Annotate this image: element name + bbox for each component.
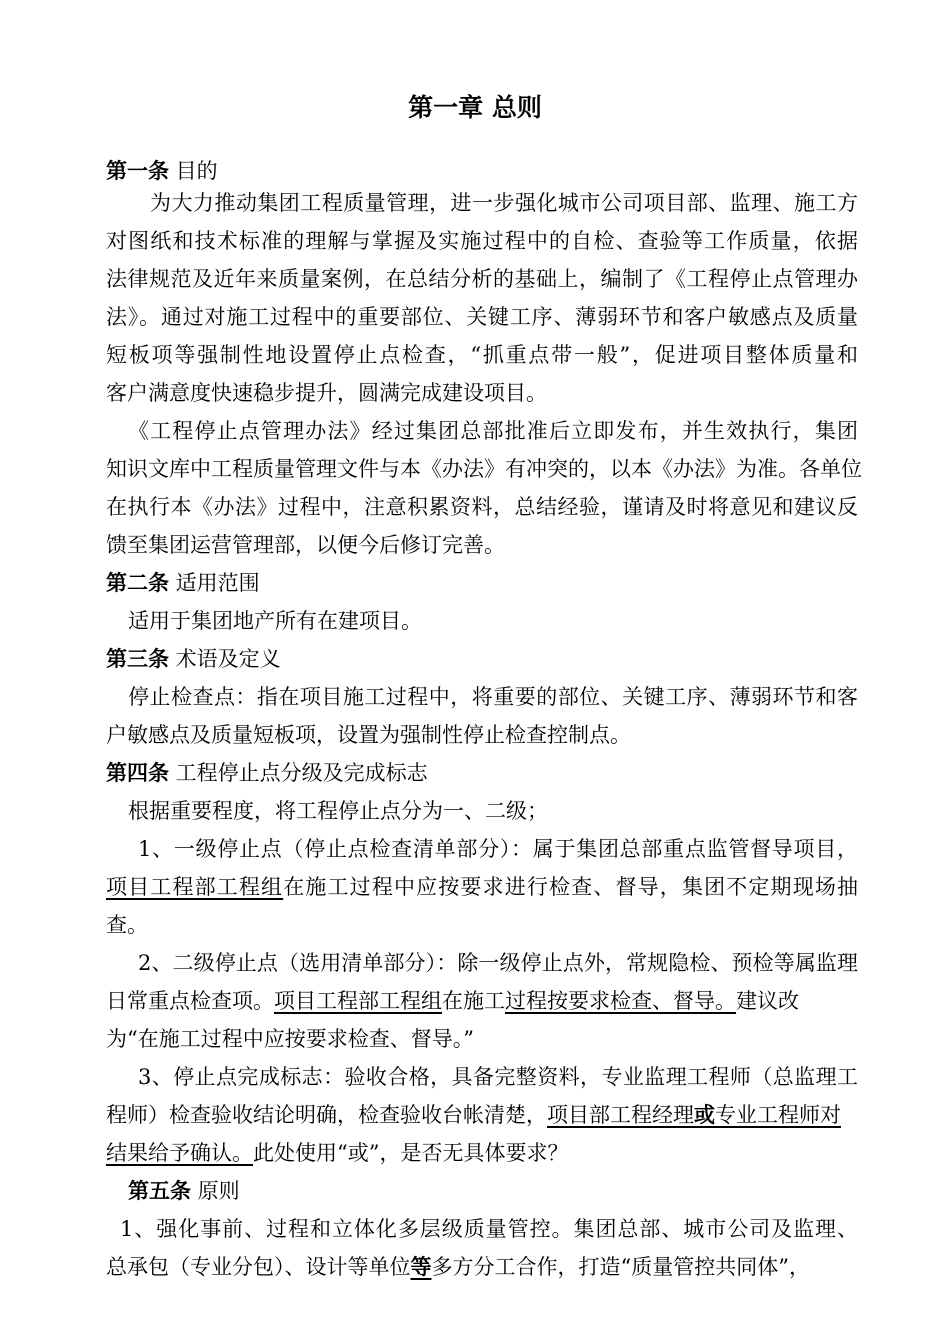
article-5-heading — [128, 1176, 240, 1206]
underlined-text: 过程按要求检查、督导。 — [505, 989, 736, 1013]
article-number: 第二条 — [106, 571, 169, 595]
underlined-text: 项目工程部工程组 — [106, 875, 284, 899]
paragraph-line: 对图纸和技术标准的理解与掌握及实施过程中的自检、查验等工作质量，依据 — [106, 229, 858, 253]
underlined-bold-text: 等 — [410, 1255, 432, 1279]
paragraph-line — [106, 872, 858, 902]
chapter-title: 第一章 总则 — [408, 93, 542, 122]
paragraph-line — [106, 1100, 841, 1130]
paragraph-line: 《工程停止点管理办法》经过集团总部批准后立即发布，并生效执行，集团 — [128, 419, 858, 443]
underlined-text: 项目工程部工程组 — [274, 989, 442, 1013]
article-title: 适用范围 — [169, 571, 260, 595]
paragraph-line: 知识文库中工程质量管理文件与本《办法》有冲突的，以本《办法》为准。各单位 — [106, 457, 862, 481]
underlined-bold-text: 或 — [694, 1103, 715, 1127]
text-span: 在施工 — [442, 989, 505, 1013]
article-number: 第三条 — [106, 647, 169, 671]
paragraph-line: 馈至集团运营管理部，以便今后修订完善。 — [106, 533, 505, 557]
paragraph-line: 查。 — [106, 913, 148, 937]
comment-line: 为“在施工过程中应按要求检查、督导。” — [106, 1027, 474, 1051]
text-span: 总承包（专业分包）、设计等单位 — [106, 1255, 411, 1279]
article-title: 术语及定义 — [169, 647, 281, 671]
article-2-heading — [106, 568, 260, 598]
article-3-heading — [106, 644, 281, 674]
paragraph-line — [106, 1138, 568, 1168]
paragraph-line: 停止检查点：指在项目施工过程中，将重要的部位、关键工序、薄弱环节和客 — [128, 685, 858, 709]
text-span: 日常重点检查项。 — [106, 989, 274, 1013]
paragraph-line: 短板项等强制性地设置停止点检查，“抓重点带一般”，促进项目整体质量和 — [106, 343, 858, 367]
article-title: 工程停止点分级及完成标志 — [169, 761, 428, 785]
article-number: 第五条 — [128, 1179, 191, 1203]
paragraph-line: 1、强化事前、过程和立体化多层级质量管控。集团总部、城市公司及监理、 — [120, 1217, 858, 1241]
article-title: 原则 — [191, 1179, 240, 1203]
underlined-text: 结果给予确认。 — [106, 1141, 253, 1165]
text-span: 程师）检查验收结论明确，检查验收台帐清楚， — [106, 1103, 547, 1127]
article-4-heading — [106, 758, 428, 788]
underlined-text: 专业工程师对 — [715, 1103, 841, 1127]
article-title: 目的 — [169, 159, 218, 183]
comment-text: 建议改 — [736, 989, 799, 1013]
paragraph-line: 1、一级停止点（停止点检查清单部分）：属于集团总部重点监管督导项目， — [138, 837, 858, 861]
paragraph-line: 法律规范及近年来质量案例，在总结分析的基础上，编制了《工程停止点管理办 — [106, 267, 858, 291]
paragraph-line: 适用于集团地产所有在建项目。 — [128, 609, 422, 633]
paragraph-line: 根据重要程度，将工程停止点分为一、二级； — [128, 799, 548, 823]
paragraph-line: 户敏感点及质量短板项，设置为强制性停止检查控制点。 — [106, 723, 631, 747]
paragraph-line — [106, 1252, 810, 1282]
underlined-text: 项目部工程经理 — [547, 1103, 694, 1127]
article-number: 第一条 — [106, 159, 169, 183]
paragraph-line: 法》。通过对施工过程中的重要部位、关键工序、薄弱环节和客户敏感点及质量 — [106, 305, 858, 329]
paragraph-line: 在执行本《办法》过程中，注意积累资料，总结经验，谨请及时将意见和建议反 — [106, 495, 858, 519]
text-span: 多方分工合作，打造“质量管控共同体”， — [431, 1255, 810, 1279]
text-span: 在施工过程中应按要求进行检查、督导，集团不定期现场抽 — [283, 875, 859, 899]
paragraph-line: 为大力推动集团工程质量管理，进一步强化城市公司项目部、监理、施工方 — [150, 191, 858, 215]
comment-text: 此处使用“或”，是否无具体要求？ — [253, 1141, 569, 1165]
paragraph-line: 2、二级停止点（选用清单部分）：除一级停止点外，常规隐检、预检等属监理 — [138, 951, 858, 975]
paragraph-line — [106, 986, 799, 1016]
paragraph-line: 3、停止点完成标志：验收合格，具备完整资料，专业监理工程师（总监理工 — [138, 1065, 858, 1089]
article-1-heading — [106, 156, 218, 186]
paragraph-line: 客户满意度快速稳步提升，圆满完成建设项目。 — [106, 381, 547, 405]
article-number: 第四条 — [106, 761, 169, 785]
